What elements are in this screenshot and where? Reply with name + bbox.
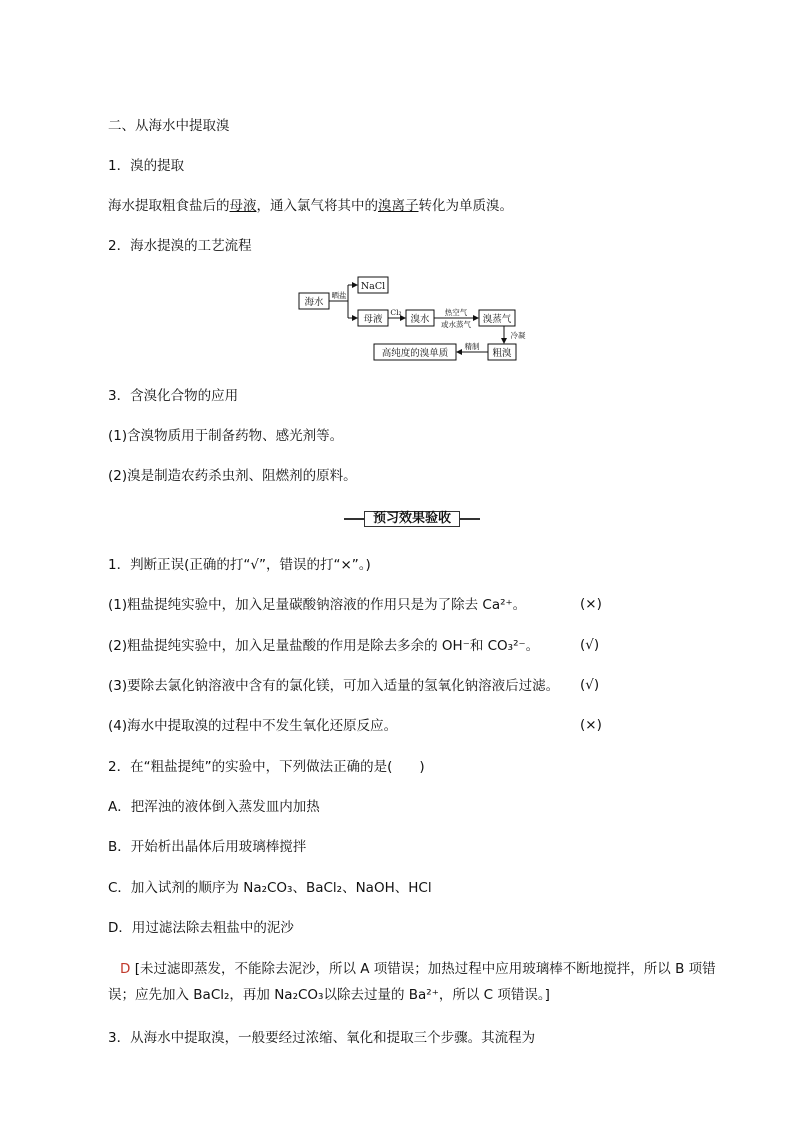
judgement-mark-2: (√) [580,637,600,653]
option-a: A．把浑浊的液体倒入蒸发皿内加热 [108,799,320,815]
label-refine: 精制 [464,342,480,351]
label-seawater: 海水 [304,297,324,308]
judgement-item-2: (2)粗盐提纯实验中，加入足量盐酸的作用是除去多余的 OH⁻和 CO₃²⁻。 [108,638,540,654]
option-d: D．用过滤法除去粗盐中的泥沙 [108,920,294,936]
subheading-applications: 3．含溴化合物的应用 [108,388,239,404]
subheading-bromine-extraction: 1．溴的提取 [108,158,185,174]
judgement-mark-1: (×) [580,596,602,612]
process-flow-diagram [296,272,532,364]
answer-explanation-line-2: 误；应先加入 BaCl₂，再加 Na₂CO₃以除去过量的 Ba²⁺，所以 C 项错误。] [108,987,550,1003]
banner-title: 预习效果验收 [364,511,460,527]
judgement-mark-3: (√) [580,677,600,693]
paragraph-extraction [108,197,513,215]
answer-explanation-line-1 [120,960,716,978]
label-cl2: Cl₂ [390,308,402,317]
label-evaporate: 晒盐 [331,291,347,300]
underlined-term-bromide-ion: 溴离子 [378,198,419,214]
subheading-process-flow: 2．海水提溴的工艺流程 [108,238,252,254]
answer-letter: D [120,961,131,977]
application-item-2: (2)溴是制造农药杀虫剂、阻燃剂的原料。 [108,468,357,484]
question-2-stem: 2．在“粗盐提纯”的实验中，下列做法正确的是( ) [108,759,425,775]
text-segment: 转化为单质溴。 [418,198,513,214]
judgement-mark-4: (×) [580,717,602,733]
label-hot-air: 热空气 [444,308,468,317]
text-segment: 海水提取粗食盐后的 [108,198,230,214]
question-1-stem: 1．判断正误(正确的打“√”，错误的打“×”。) [108,557,371,573]
label-bromine-vapor: 溴蒸气 [482,314,512,325]
review-banner [344,511,480,527]
label-nacl: NaCl [360,281,386,292]
judgement-item-4: (4)海水中提取溴的过程中不发生氧化还原反应。 [108,718,398,734]
label-pure-bromine: 高纯度的溴单质 [381,348,449,359]
label-condense: 冷凝 [510,331,526,340]
question-3-stem: 3．从海水中提取溴，一般要经过浓缩、氧化和提取三个步骤。其流程为 [108,1030,536,1046]
label-bromine-water: 溴水 [410,314,430,325]
option-b: B．开始析出晶体后用玻璃棒搅拌 [108,839,307,855]
label-water-vapor: 或水蒸气 [441,320,471,329]
explanation-text: [未过滤即蒸发，不能除去泥沙，所以 A 项错误；加热过程中应用玻璃棒不断地搅拌，所以 B 项错 [134,961,716,977]
label-crude-bromine: 粗溴 [492,348,512,359]
label-mother-liquor: 母液 [363,314,383,325]
application-item-1: (1)含溴物质用于制备药物、感光剂等。 [108,428,344,444]
option-c: C．加入试剂的顺序为 Na₂CO₃、BaCl₂、NaOH、HCl [108,880,432,896]
section-heading: 二、从海水中提取溴 [108,118,230,134]
judgement-item-3: (3)要除去氯化钠溶液中含有的氯化镁，可加入适量的氢氧化钠溶液后过滤。 [108,678,560,694]
judgement-item-1: (1)粗盐提纯实验中，加入足量碳酸钠溶液的作用只是为了除去 Ca²⁺。 [108,597,527,613]
underlined-term-mother-liquor: 母液 [229,198,257,214]
text-segment: ，通入氯气将其中的 [256,198,378,214]
